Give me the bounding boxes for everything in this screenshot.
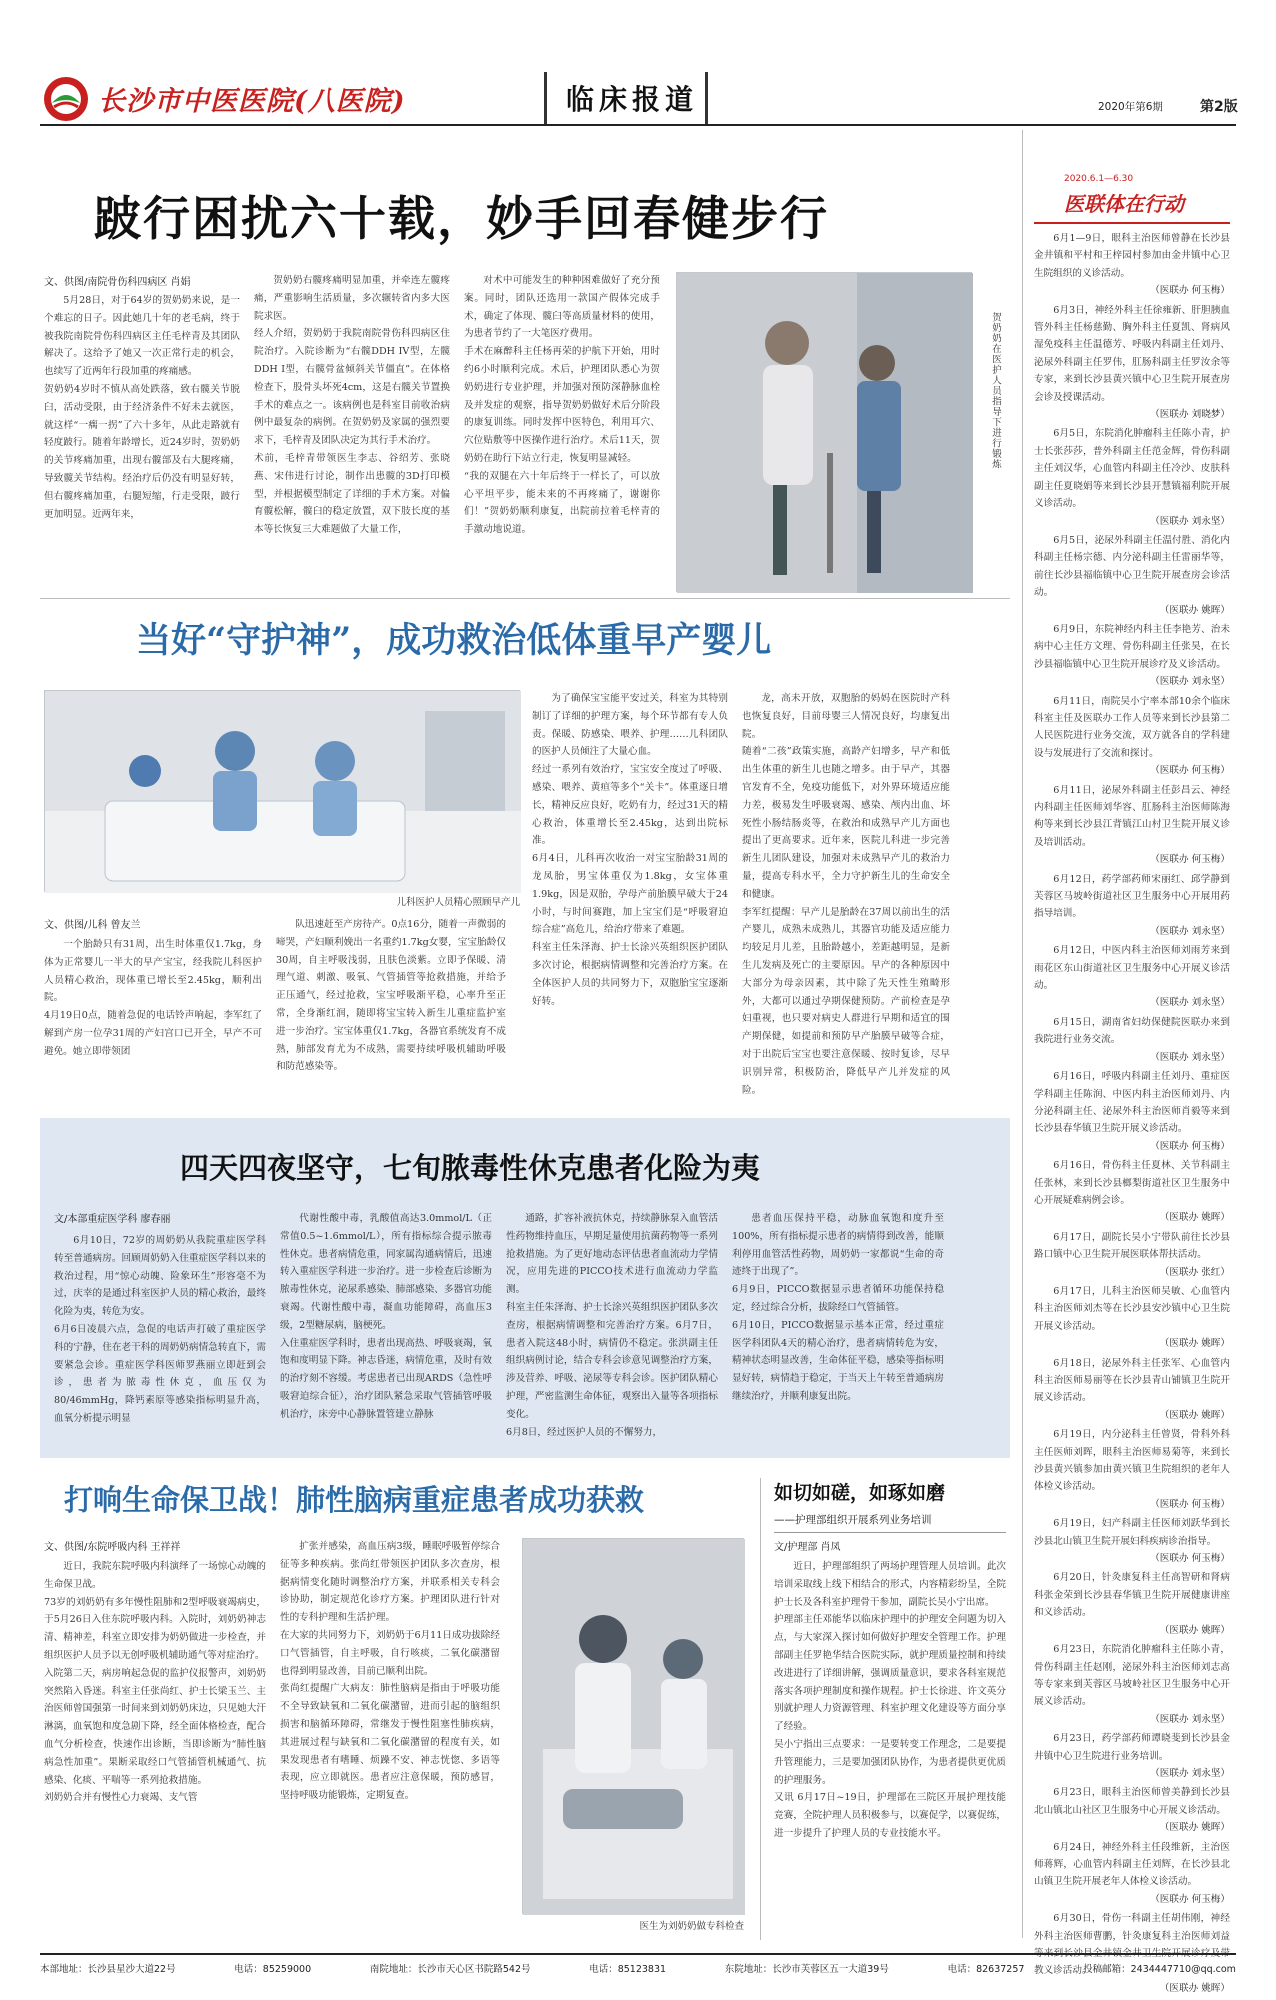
nicu-photo-icon [45,691,521,893]
sidebar-news-source: （医联办 刘永坚） [1150,676,1230,688]
sidebar-news-item: 6月18日，泌尿外科主任张军、心血管内科主治医师易丽等在长沙县青山铺镇卫生院开展义诊活动。 [1034,1357,1230,1404]
sidebar-news-source: （医联办 刘永坚） [1150,925,1230,937]
sidebar-news-source: （医联办 何玉梅） [1150,1498,1230,1510]
sidebar-news-item: 6月19日，内分泌科主任曾贤，骨科外科主任医师刘晖，眼科主治医师易菊等，来到长沙县黄兴镇参加由黄兴镇卫生院组织的老年人体检义诊活动。 [1034,1429,1230,1493]
article-2 [40,598,1010,1128]
sidebar-news-source: （医联办 姚晖） [1159,1624,1230,1636]
footer-east-phone: 电话：82637257 [947,1964,1025,1975]
article-4-col-2: 扩张并感染，高血压病3级，睡眠呼吸暂停综合征等多种疾病。张尚红带领医护团队多次查房，根据病情变化随时调整治疗方案，并联系相关专科会诊协助，制定规范化诊疗方案。护理团队进行针对性的专科护理和生活护理。 在大家的共同努力下，刘奶奶于6月11日成功拔除经口气管插管，自主呼吸，自行咳痰，二氧化碳潴留也得到明显改善，目前已顺利出院。 张尚红提醒广大病友：肺性脑病是指由于呼吸功能不全导致缺氧和二氧化碳潴留，进而引起的脑组织损害和脑循环障碍，常继发于慢性阻塞性肺疾病，其进展过程与缺氧和二氧化碳潴留的程度有关，如果发现患者有嗜睡、烦躁不安、神志恍惚、多语等表现，应立即就医。患者应注意保暖，预防感冒，坚持呼吸功能锻炼，定期复查。 [280,1541,500,1802]
article-3-byline: 文/本部重症医学科 廖春丽 [54,1214,171,1225]
sidebar-news-item: 6月16日，骨伤科主任夏林、关节科副主任张林，来到长沙县榔梨街道社区卫生服务中心开展疑难病例会诊。 [1034,1160,1230,1206]
sidebar-news-item: 6月1—9日，眼科主治医师曾静在长沙县金井镇和平村和王梓园村参加由金井镇中心卫生院组织的义诊活动。 [1034,233,1230,279]
sidebar-header-label: 医联体在行动 [1064,192,1184,216]
sidebar-news-source: （医联办 刘永坚） [1150,515,1230,527]
sidebar-news-item: 6月23日，眼科主治医师曾美静到长沙县北山镇北山社区卫生服务中心开展义诊活动。 [1034,1787,1230,1816]
footer-south-address: 南院地址：长沙市天心区书院路542号 [369,1964,531,1975]
article-4-photo-caption: 医生为刘奶奶做专科检查 [639,1921,744,1932]
sidebar-news-item: 6月17日，副院长吴小宁带队前往长沙县路口镇中心卫生院开展医联体帮扶活动。 [1034,1231,1230,1261]
sidebar-news-item: 6月3日，神经外科主任徐雍新、肝胆胰血管外科主任杨慈勤、胸外科主任夏凯、肾病风湿免疫科主任温德芳、呼吸内科副主任刘丹、泌尿外科副主任罗伟，肛肠科副主任罗汝余等专家，来到长沙县黄兴镇中心卫生院开展查房会诊及授课活动。 [1034,304,1230,403]
sidebar-news-item: 6月5日，东院消化肿瘤科主任陈小青，护士长张莎莎，普外科副主任范金辉，骨伤科副主任刘汉华，心血管内科副主任冷沙、皮肤科副主任夏晓娟等来到长沙县开慧镇福利院开展义诊活动。 [1034,428,1230,510]
ward-photo-icon [523,1539,745,1915]
article-3-headline: 四天四夜坚守，七旬脓毒性休克患者化险为夷 [180,1151,761,1185]
sidebar-news-item: 6月17日，儿科主治医师吴敏、心血管内科主治医师刘杰等在长沙县安沙镇中心卫生院开展义诊活动。 [1034,1285,1230,1332]
footer-east-address: 东院地址：长沙市芙蓉区五一大道39号 [724,1964,889,1975]
masthead-divider [544,72,547,124]
article-4 [40,1468,756,1948]
article-2-col-3: 为了确保宝宝能平安过关，科室为其特别制订了详细的护理方案，每个环节都有专人负责。保暖、防感染、喂养、护理……儿科团队的医护人员倾注了大量心血。 经过一系列有效治疗，宝宝安全度过了呼吸、感染、喂养、黄疸等多个“关卡”。体重逐日增长，精神反应良好，吃奶有力，经过31天的精心救治，体重增长至2.45kg，达到出院标准。 6月4日，儿科再次收治一对宝宝胎龄31周的龙凤胎，男宝体重仅为1.8kg，女宝体重1.9kg，因是双胎，孕母产前胎膜早破大于24小时，与时间赛跑，加上宝宝们是“呼吸窘迫综合症”高危儿，给治疗带来了难题。 科室主任朱泽海、护士长涂兴英组织医护团队多次讨论，根据病情调整和完善治疗方案。在全体医护人员的共同努力下，双胞胎宝宝逐渐好转。 [532,693,728,1007]
sidebar-news-source: （医联办 刘永坚） [1150,1713,1230,1725]
sidebar-news-source: （医联办 何玉梅） [1150,285,1230,297]
article-1 [40,130,1010,620]
sidebar-news-source: （医联办 姚晖） [1159,1409,1230,1421]
article-2-col-4: 龙，高未开放，双胞胎的妈妈在医院时产科也恢复良好，目前母婴三人情况良好，均康复出院。 随着“二孩”政策实施，高龄产妇增多，早产和低出生体重的新生儿也随之增多。由于早产，其器官发育不全，免疫功能低下，对外界环境适应能力差，极易发生呼吸衰竭、感染、颅内出血、坏死性小肠结肠炎等，在救治和成熟早产儿方面也提出了更高要求。近年来，医院儿科进一步完善新生儿团队建设，加强对未成熟早产儿的救治力量，提高专科水平，全力守护新生儿的生命安全和健康。 李军红提醒：早产儿是胎龄在37周以前出生的活产婴儿，成熟未成熟儿，其器官功能及适应能力均较足月儿差，且胎龄越小，差距越明显，是新生儿发病及死亡的主要原因。早产的各种原因中大部分为母亲因素，其中除了先天性生殖畸形外，大都可以通过孕期保健预防。产前检查是孕妇重视，也只要对病史人群进行早期和适宜的围产期保健，如提前和预防早产胎膜早破等合症，对于出院后宝宝也要注意保暖、按时复诊，尽早识别异常，积极防治，降低早产儿并发症的风险。 [742,693,950,1096]
sidebar-news-item: 6月9日，东院神经内科主任李艳芳、治未病中心主任方文理、骨伤科副主任张昊，在长沙县福临镇中心卫生院开展诊疗及义诊活动。 [1034,623,1230,670]
article-3-col-1: 6月10日，72岁的周奶奶从我院重症医学科转至普通病房。回顾周奶奶入住重症医学科以来的救治过程，用“惊心动魄、险象环生”形容毫不为过，庆幸的是通过科室医护人员的精心救治，最终化险为夷，转危为安。 6月6日凌晨六点，急促的电话声打破了重症医学科的宁静，住在老干科的周奶奶病情急转直下，需要紧急会诊。重症医学科医师罗燕丽立即赶到会诊，患者为脓毒性休克，血压仅为80/46mmHg，降钙素原等感染指标明显升高，血氧分析提示明显 [54,1235,266,1424]
masthead [0,0,1276,118]
vertical-divider [760,1478,761,1940]
sidebar-news-item: 6月20日，针灸康复科主任高智研和肾病科张金荣到长沙县春华镇卫生院开展健康讲座和义诊活动。 [1034,1572,1230,1619]
sidebar-news-item: 6月5日，泌尿外科副主任温付胜、消化内科副主任杨宗德、内分泌科副主任雷丽华等，前往长沙县福临镇中心卫生院开展查房会诊活动。 [1034,534,1230,599]
sidebar-news-item: 6月12日，药学部药师宋丽红、邱学静到芙蓉区马坡岭街道社区卫生服务中心开展用药指导培训。 [1034,873,1230,920]
article-4-headline: 打响生命保卫战！肺性脑病重症患者成功获救 [64,1483,645,1517]
article-2-col-2: 队迅速赶至产房待产。0点16分，随着一声微弱的啼哭，产妇顺利娩出一名重约1.7kg女婴，宝宝胎龄仅30周，自主呼吸浅弱，且肤色淡紫。立即予保暖、清理气道、刺激、吸氧、气管插管等抢救措施，并给予正压通气，经过抢救，宝宝呼吸渐平稳，心率升至正常，全身渐红润，随即将宝宝转入新生儿重症监护室进一步治疗。宝宝体重仅1.7kg，各器官系统发育不成熟，肺部发育尤为不成熟，需要持续呼吸机辅助呼吸和防范感染等。 [276,919,506,1073]
sidebar-news-source: （医联办 何玉梅） [1150,1140,1230,1152]
sidebar-header-date: 2020.6.1—6.30 [1064,174,1134,184]
sidebar-news-item: 6月11日，南院吴小宁率本部10余个临床科室主任及医联办工作人员等来到长沙县第二人民医院进行业务交流，双方就各自的学科建设与发展进行了交流和探讨。 [1034,695,1230,759]
sidebar-news-source: （医联办 姚晖） [1159,1212,1230,1224]
article-1-col-3: 对术中可能发生的种种困难做好了充分预案。同时，团队还选用一款国产假体完成手术，确定了体现、髋臼等高质量材料的使用，为患者节约了一大笔医疗费用。 手术在麻醉科主任杨再荣的护航下开始，用时约6小时顺利完成。术后，护理团队悉心为贺奶奶进行专业护理，并加强对预防深静脉血栓及并发症的观察，指导贺奶奶做好术后分阶段的康复训练。同时发挥中医特色，利用耳穴、穴位贴敷等中医操作进行治疗。术后11天，贺奶奶在助行下站立行走，恢复明显减轻。 “我的双腿在六十年后终于一样长了，可以放心平坦平步，能未来的不再疼痛了，谢谢你们！”贺奶奶顺利康复，出院前拉着毛梓青的手激动地说道。 [464,275,660,536]
article-2-byline: 文、供图/儿科 曾友兰 [44,920,141,931]
sidebar-news-item: 6月15日，湖南省妇幼保健院医联办来到我院进行业务交流。 [1034,1016,1230,1046]
sidebar-news-source: （医联办 刘永坚） [1150,997,1230,1009]
sidebar-news-source: （医联办 姚晖） [1159,604,1230,616]
sidebar-news-source: （医联办 何玉梅） [1150,765,1230,777]
article-2-photo-caption: 儿科医护人员精心照顾早产儿 [396,897,520,908]
article-2-headline: 当好“守护神”，成功救治低体重早产婴儿 [136,620,772,661]
sidebar-news-source: （医联办 何玉梅） [1150,1553,1230,1565]
sidebar-news-item: 6月23日，东院消化肿瘤科主任陈小青，骨伤科副主任赵刚，泌尿外科主治医师刘志高等专家来到芙蓉区马坡岭社区卫生服务中心开展义诊活动。 [1034,1644,1230,1708]
article-3-col-2: 代谢性酸中毒，乳酸值高达3.0mmol/L（正常值0.5~1.6mmol/L），所有指标综合提示脓毒性休克。患者病情危重，同家属沟通病情后，迅速转入重症医学科进一步治疗。进一步检查后诊断为脓毒性休克，泌尿系感染、肺部感染、多器官功能衰竭。代谢性酸中毒，凝血功能障碍，高血压3级，2型糖尿病，脑梗死。 入住重症医学科时，患者出现高热、呼吸衰竭，氧饱和度明显下降。神志昏迷，病情危重，及时有效的治疗刻不容缓。考虑患者已出现ARDS（急性呼吸窘迫综合征），治疗团队紧急采取气管插管呼吸机治疗，床旁中心静脉置管建立静脉 [280,1213,492,1420]
article-3 [40,1118,1010,1458]
sidebar-news-source: （医联办 张红） [1159,1266,1230,1278]
sidebar-news-item: 6月30日，骨伤一科副主任胡伟刚，神经外科主治医师曹鹏，针灸康复科主治医师刘益等来到长沙县金井镇金井卫生院开展诊疗及带教义诊活动。 [1034,1913,1230,1977]
hospital-name: 长沙市中医医院(八医院) [98,86,406,117]
sidebar-news-item: 6月19日，妇产科副主任医师刘跃华到长沙县北山镇卫生院开展妇科疾病诊治指导。 [1034,1518,1230,1547]
sidebar-news-source: （医联办 何玉梅） [1150,854,1230,866]
sidebar-news-item: 6月16日，呼吸内科副主任刘丹、重症医学科副主任陈润、中医内科主治医师刘丹、内分泌科副主任、泌尿外科主治医师肖毅等来到长沙县春华镇卫生院开展义诊活动。 [1034,1071,1230,1135]
hospital-logo-icon [44,77,88,121]
article-1-photo-caption: 贺奶奶在医护人员指导下进行锻炼 [990,312,1001,470]
sidebar-news-item: 6月12日，中医内科主治医师刘雨芳来到雨花区东山街道社区卫生服务中心开展义诊活动。 [1034,945,1230,992]
sidebar-border [1022,130,1023,1938]
article-1-byline: 文、供图/南院骨伤科四病区 肖娟 [44,277,191,288]
sidebar-news-item: 6月11日，泌尿外科副主任彭昌云、神经内科副主任医师刘华容、肛肠科主治医师陈海枸等来到长沙县江背镇江山村卫生院开展义诊及培训活动。 [1034,784,1230,848]
article-3-col-3: 通路，扩容补液抗休克，持续静脉泵入血管活性药物维持血压，早期足量使用抗菌药物等一系列抢救措施。为了更好地动态评估患者血流动力学情况，应用先进的PICCO技术进行血流动力学监测。 科室主任朱泽海、护士长涂兴英组织医护团队多次查房，根据病情调整和完善治疗方案。6月7日，患者入院这48小时，病情仍不稳定。张洪副主任组织病例讨论，结合专科会诊意见调整治疗方案，涉及营养、呼吸、泌尿等专科会诊。医护团队精心护理，严密监测生命体征，观察出入量等各项指标变化。 6月8日，经过医护人员的不懈努力， [506,1213,718,1438]
sidebar-header-rule [1034,222,1230,224]
footer-south-phone: 电话：85123831 [589,1964,667,1975]
article-5-subhead: ——护理部组织开展系列业务培训 [774,1514,932,1526]
footer [40,1953,1236,1981]
footer-hq-address: 本部地址：长沙县星沙大道22号 [40,1964,176,1975]
rehab-photo-icon [677,273,973,593]
article-4-photo [522,1538,744,1914]
issue-number: 2020年第6期 [1098,101,1163,113]
article-5-body: 近日，护理部组织了两场护理管理人员培训。此次培训采取线上线下相结合的形式，内容精彩纷呈，全院护士长及各科室护理骨干参加，副院长吴小宁出席。 护理部主任邓能华以临床护理中的护理安全问题为切入点，与大家深入探讨如何做好护理安全管理工作。护理部副主任罗艳华结合医院实际，就护理质量控制和持续改进进行了详细讲解，强调质量意识，要求各科室规范落实各项护理制度和操作规程。护士长徐进、许文英分别就护理人力资源管理、科室护理文化建设等方面分享了经验。 吴小宁指出三点要求：一是要转变工作理念，二是要提升管理能力，三是要加强团队协作，为患者提供更优质的护理服务。 又讯 6月17日~19日，护理部在三院区开展护理技能竞赛，全院护理人员积极参与，以赛促学，以赛促练，进一步提升了护理人员的专业技能水平。 [774,1561,1006,1839]
article-5 [770,1468,1010,1948]
sidebar-news-source: （医联办 何玉梅） [1150,1893,1230,1905]
article-4-byline: 文、供图/东院呼吸内科 王祥祥 [44,1542,181,1553]
sidebar-news-source: （医联办 刘晓梦） [1150,409,1230,421]
sidebar-news-source: （医联办 姚晖） [1159,1822,1230,1834]
article-2-col-1: 一个胎龄只有31周，出生时体重仅1.7kg，身体为正常婴儿一半大的早产宝宝，经我院儿科医护人员精心救治，现体重已增长至2.45kg，顺利出院。 4月19日0点，随着急促的电话铃声响起，李军红了解到产房一位孕31周的产妇宫口已开全，早产不可避免。她立即带领团 [44,939,262,1057]
article-1-col-2: 贺奶奶右髋疼痛明显加重，并牵连左髋疼痛，严重影响生活质量，多次辗转省内多大医院求医。 经人介绍，贺奶奶于我院南院骨伤科四病区住院治疗。入院诊断为“右髋DDH IV型，左髋DDH I型，右髋骨盆倾斜关节僵直”。在体格检查下，股骨头坏死4cm，这是右髋关节置换手术的难点之一。该病例也是科室目前收治病例中最复杂的病例。在贺奶奶及家属的强烈要求下，毛梓青及团队决定为其行手术治疗。 术前，毛梓青带领医生李志、谷绍芳、张晓燕、宋伟进行讨论，制作出患髋的3D打印模型，并根据模型制定了详细的手术方案。对偏育髋松解，髋臼的稳定放置，双下肢长度的基本等长恢复三大难题做了大量工作， [254,275,450,536]
footer-hq-phone: 电话：85259000 [234,1964,312,1975]
article-5-rule [774,1532,1006,1533]
sidebar-news-source: （医联办 刘永坚） [1150,1767,1230,1779]
article-1-photo [676,272,972,592]
masthead-rule [40,124,1236,126]
article-5-headline: 如切如磋，如琢如磨 [774,1482,946,1504]
article-2-photo [44,690,520,892]
section-title: 临床报道 [566,83,699,116]
sidebar-news-source: （医联办 刘永坚） [1150,1051,1230,1063]
article-5-byline: 文/护理部 肖凤 [774,1542,841,1553]
sidebar-news-item: 6月23日，药学部药师谭晓斐到长沙县金井镇中心卫生院进行业务培训。 [1034,1733,1230,1762]
article-4-col-1: 近日，我院东院呼吸内科演绎了一场惊心动魄的生命保卫战。 73岁的刘奶奶有多年慢性阻肺和2型呼吸衰竭病史，于5月26日入住东院呼吸内科。入院时，刘奶奶神志清、精神差，科室立即安排为奶奶做进一步检查，并组织医护人员予以无创呼吸机辅助通气等对症治疗。 入院第二天，病房响起急促的监护仪报警声，刘奶奶突然陷入昏迷。科室主任张尚红、护士长梁玉兰、主治医师曾国强第一时间来到刘奶奶床边，只见她大汗淋漓，血氧饱和度急剧下降，经全面体格检查，配合血气分析检查，快速作出诊断，当即诊断为“肺性脑病急性加重”。果断采取经口气管插管机械通气、抗感染、化痰、平喘等一系列抢救措施。 刘奶奶合并有慢性心力衰竭、支气管 [44,1561,266,1804]
page-number: 第2版 [1200,99,1238,115]
article-1-headline: 跛行困扰六十载，妙手回春健步行 [94,192,829,247]
article-3-col-4: 患者血压保持平稳，动脉血氧饱和度升至100%，所有指标提示患者的病情得到改善，能顺利停用血管活性药物，周奶奶一家都说“生命的奇迹终于出现了”。 6月9日，PICCO数据显示患者循环功能保持稳定，经过综合分析，拔除经口气管插管。 6月10日，PICCO数据显示基本正常，经过重症医学科团队4天的精心治疗，患者病情转危为安，精神状态明显改善，生命体征平稳，感染等指标明显好转，病情趋于稳定，于当天上午转至普通病房继续治疗，并顺利康复出院。 [732,1213,944,1402]
masthead-divider-2 [705,72,708,124]
sidebar-news-item: 6月24日，神经外科主任段维新，主治医师蒋辉，心血管内科副主任刘辉，在长沙县北山镇卫生院开展老年人体检义诊活动。 [1034,1841,1230,1888]
sidebar-news-source: （医联办 姚晖） [1159,1982,1230,1994]
sidebar-news-source: （医联办 姚晖） [1159,1338,1230,1350]
article-1-col-1: 5月28日，对于64岁的贺奶奶来说，是一个难忘的日子。因此她几十年的老毛病，终于被我院南院骨伤科四病区主任毛梓青及其团队解决了。这给予了她又一次正常行走的机会，也续写了近两年行段加重的疼痛感。 贺奶奶4岁时不慎从高处跌落，致右髋关节脱臼，活动受限，由于经济条件不好未去就医，就这样“一瘸一拐”了六十多年，从此走路就有轻度跛行。随着年龄增长，近24岁时，贺奶奶的关节疼痛加重，出现右髋部及右大腿疼痛，导致髋关节结构。经治疗后仍没有明显好转，但右髋疼痛加重，右腿短缩，行走受限，跛行更加明显。近两年来， [44,295,240,520]
footer-submission-email: 投稿邮箱：2434447710@qq.com [1083,1964,1236,1975]
